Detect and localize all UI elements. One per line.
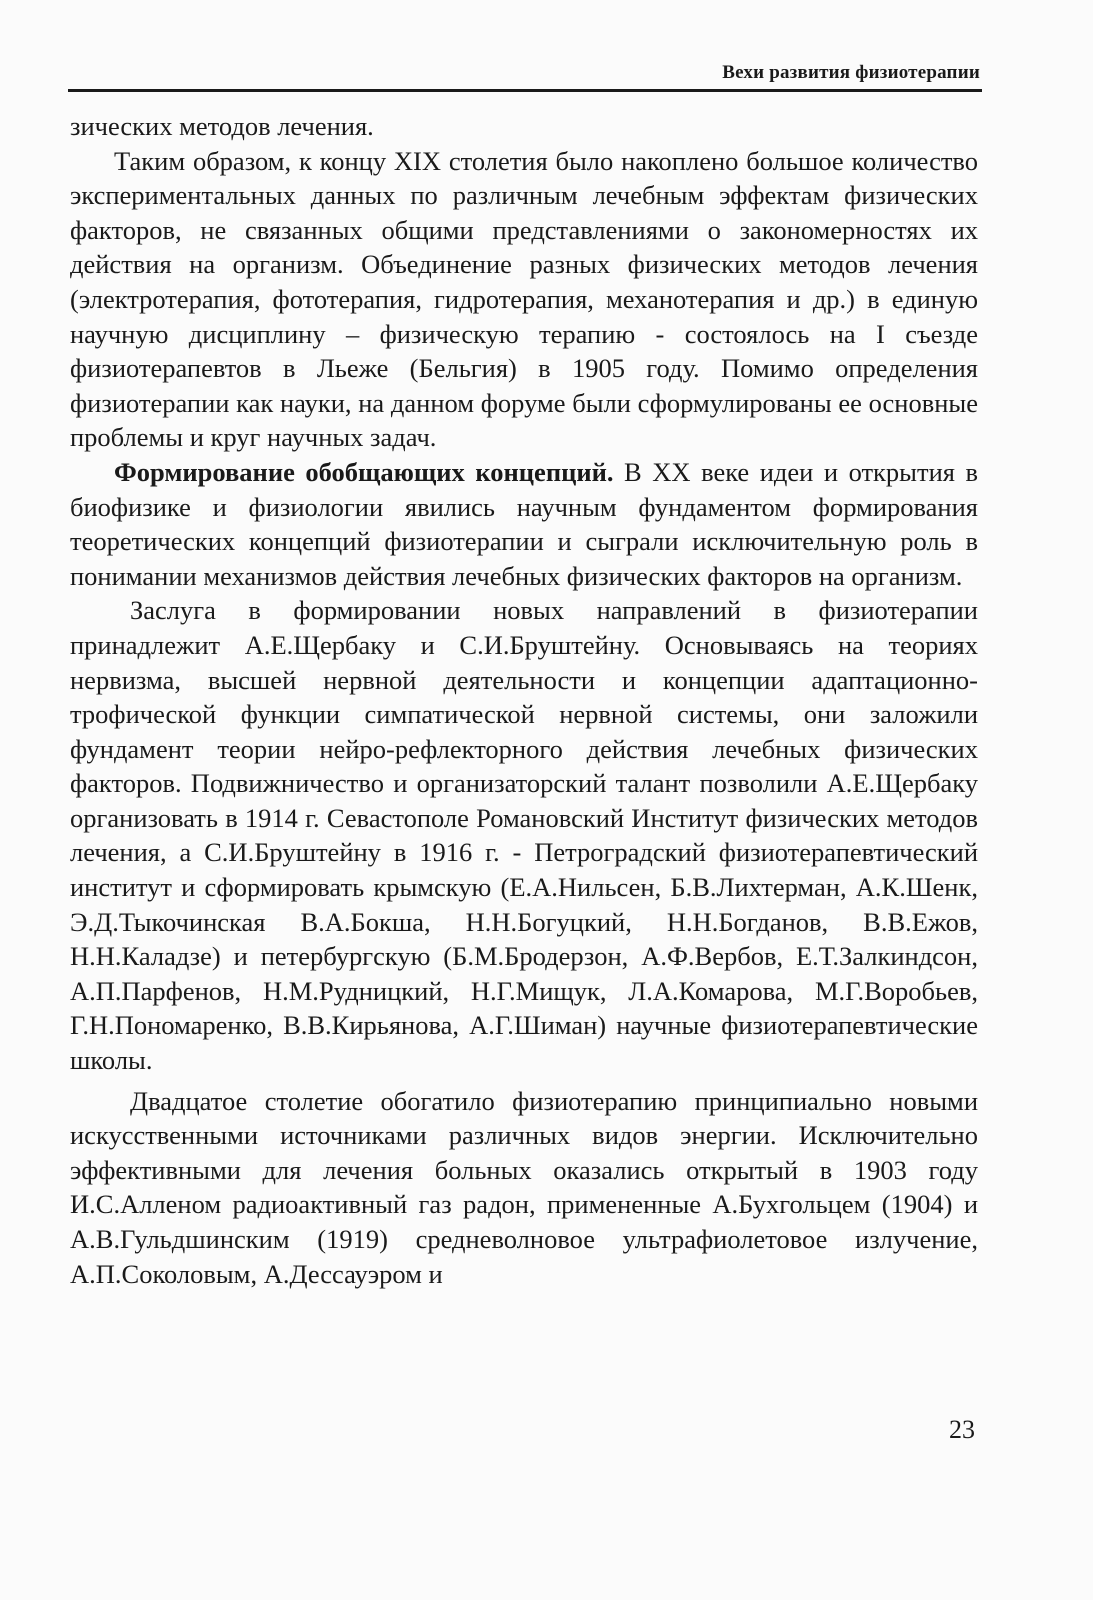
paragraph-continuation: зических методов лечения.: [70, 111, 374, 141]
page-number: 23: [949, 1415, 975, 1444]
paragraph-scientific-schools: Заслуга в формировании новых направлений в физиотерапии принадлежит А.Е.Щербаку и С.И.Бруштейну. Основываясь на теориях нервизма, высшей нервной деятельности и концепции адаптационно-трофической функции симпатической нервной системы, они заложили фундамент теории нейро-рефлекторного действия лечебных физических факторов. Подвижничество и организаторский талант позволили А.Е.Щербаку организовать в 1914 г. Севастополе Романовский Институт физических методов лечения, а С.И.Бруштейну в 1916 г. - Петроградский физиотерапевтический институт и сформировать крымскую (Е.А.Нильсен, Б.В.Лихтерман, А.К.Шенк, Э.Д.Тыкочинская В.А.Бокша, Н.Н.Богуцкий, Н.Н.Богданов, В.В.Ежов, Н.Н.Каладзе) и петербургскую (Б.М.Бродерзон, А.Ф.Вербов, Е.Т.Залкиндсон, А.П.Парфенов, Н.М.Рудницкий, Н.Г.Мищук, Л.А.Комарова, М.Г.Воробьев, Г.Н.Пономаренко, В.В.Кирьянова, А.Г.Шиман) научные физиотерапевтические школы.: [70, 595, 978, 1076]
paragraph-twentieth-century: Двадцатое столетие обогатило физиотерапию принципиально новыми искусственными источниками различных видов энергии. Исключительно эффективными для лечения больных оказались открытый в 1903 году И.С.Алленом радиоактивный газ радон, примененные А.Бухгольцем (1904) и А.В.Гульдшинским (1919) средневолновое ультрафиолетовое излучение, А.П.Соколовым, А.Дессауэром и: [70, 1085, 978, 1289]
running-header: Вехи развития физиотерапии: [722, 62, 980, 83]
body-text: [70, 109, 978, 1291]
paragraph-physical-therapy-congress: Таким образом, к концу XIX столетия было накоплено большое количество экспериментальных данных по различным лечебным эффектам физических факторов, не связанных общими представлениями о закономерностях их действия на организм. Объединение разных физических методов лечения (электротерапия, фототерапия, гидротерапия, механотерапия и др.) в единую научную дисциплину – физическую терапию - состоялось на I съезде физиотерапевтов в Льеже (Бельгия) в 1905 году. Помимо определения физиотерапии как науки, на данном форуме были сформулированы ее основные проблемы и круг научных задач.: [70, 145, 978, 453]
section-run-in-text: В XX веке идеи и открытия в биофизике и физиологии явились научным фундаментом формирования теоретических концепций физиотерапии и сыграли исключительную роль в понимании механизмов действия лечебных физических факторов на организм.: [70, 456, 978, 591]
paragraph-generalizing-concepts: [70, 455, 978, 593]
header-rule: [68, 89, 982, 92]
section-run-in-heading: Формирование обобщающих концепций.: [114, 456, 614, 487]
